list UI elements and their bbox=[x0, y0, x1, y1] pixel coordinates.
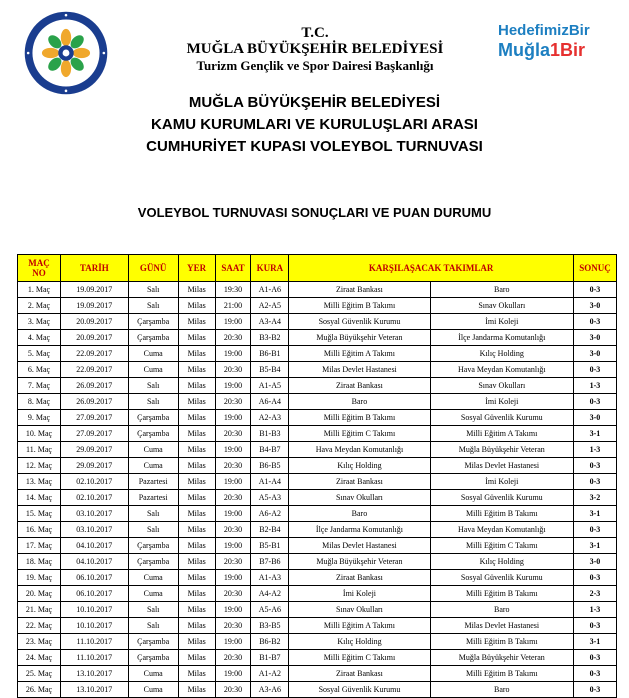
home-team-cell: Kılıç Holding bbox=[289, 634, 430, 650]
day-cell: Salı bbox=[128, 522, 178, 538]
day-cell: Pazartesi bbox=[128, 490, 178, 506]
score-cell: 0-3 bbox=[573, 570, 616, 586]
date-cell: 02.10.2017 bbox=[61, 490, 129, 506]
match-no-cell: 21. Maç bbox=[18, 602, 61, 618]
col-header-time: SAAT bbox=[215, 255, 251, 282]
table-row bbox=[18, 538, 617, 554]
table-row bbox=[18, 442, 617, 458]
match-no-cell: 24. Maç bbox=[18, 650, 61, 666]
time-cell: 19:00 bbox=[215, 634, 251, 650]
day-cell: Salı bbox=[128, 378, 178, 394]
table-row bbox=[18, 282, 617, 298]
time-cell: 21:00 bbox=[215, 298, 251, 314]
home-team-cell: Muğla Büyükşehir Veteran bbox=[289, 330, 430, 346]
date-cell: 26.09.2017 bbox=[61, 394, 129, 410]
table-row bbox=[18, 474, 617, 490]
match-no-cell: 5. Maç bbox=[18, 346, 61, 362]
place-cell: Milas bbox=[178, 458, 215, 474]
place-cell: Milas bbox=[178, 394, 215, 410]
score-cell: 3-1 bbox=[573, 634, 616, 650]
score-cell: 3-0 bbox=[573, 346, 616, 362]
draw-cell: B2-B4 bbox=[251, 522, 289, 538]
score-cell: 0-3 bbox=[573, 474, 616, 490]
score-cell: 0-3 bbox=[573, 282, 616, 298]
day-cell: Çarşamba bbox=[128, 426, 178, 442]
col-header-teams: KARŞILAŞACAK TAKIMLAR bbox=[289, 255, 574, 282]
score-cell: 3-0 bbox=[573, 410, 616, 426]
place-cell: Milas bbox=[178, 634, 215, 650]
draw-cell: B5-B1 bbox=[251, 538, 289, 554]
date-cell: 02.10.2017 bbox=[61, 474, 129, 490]
col-header-score: SONUÇ bbox=[573, 255, 616, 282]
home-team-cell: Hava Meydan Komutanlığı bbox=[289, 442, 430, 458]
home-team-cell: Ziraat Bankası bbox=[289, 474, 430, 490]
date-cell: 06.10.2017 bbox=[61, 586, 129, 602]
date-cell: 26.09.2017 bbox=[61, 378, 129, 394]
away-team-cell: Hava Meydan Komutanlığı bbox=[430, 522, 573, 538]
away-team-cell: Sınav Okulları bbox=[430, 378, 573, 394]
time-cell: 19:00 bbox=[215, 538, 251, 554]
table-row bbox=[18, 378, 617, 394]
table-row bbox=[18, 666, 617, 682]
draw-cell: A5-A6 bbox=[251, 602, 289, 618]
score-cell: 3-0 bbox=[573, 298, 616, 314]
home-team-cell: Milas Devlet Hastanesi bbox=[289, 538, 430, 554]
away-team-cell: Kılıç Holding bbox=[430, 346, 573, 362]
match-no-cell: 23. Maç bbox=[18, 634, 61, 650]
draw-cell: A1-A4 bbox=[251, 474, 289, 490]
day-cell: Cuma bbox=[128, 458, 178, 474]
table-row bbox=[18, 426, 617, 442]
draw-cell: B1-B3 bbox=[251, 426, 289, 442]
day-cell: Çarşamba bbox=[128, 410, 178, 426]
draw-cell: A2-A3 bbox=[251, 410, 289, 426]
results-table bbox=[17, 254, 617, 698]
match-no-cell: 16. Maç bbox=[18, 522, 61, 538]
col-header-draw: KURA bbox=[251, 255, 289, 282]
score-cell: 1-3 bbox=[573, 442, 616, 458]
home-team-cell: Kılıç Holding bbox=[289, 458, 430, 474]
home-team-cell: Milli Eğitim C Takımı bbox=[289, 426, 430, 442]
match-no-cell: 9. Maç bbox=[18, 410, 61, 426]
away-team-cell: Sosyal Güvenlik Kurumu bbox=[430, 410, 573, 426]
score-cell: 3-1 bbox=[573, 538, 616, 554]
day-cell: Cuma bbox=[128, 346, 178, 362]
match-no-cell: 8. Maç bbox=[18, 394, 61, 410]
day-cell: Çarşamba bbox=[128, 330, 178, 346]
date-cell: 03.10.2017 bbox=[61, 522, 129, 538]
match-no-cell: 7. Maç bbox=[18, 378, 61, 394]
draw-cell: B3-B2 bbox=[251, 330, 289, 346]
match-no-cell: 18. Maç bbox=[18, 554, 61, 570]
home-team-cell: Sınav Okulları bbox=[289, 490, 430, 506]
score-cell: 0-3 bbox=[573, 666, 616, 682]
score-cell: 0-3 bbox=[573, 394, 616, 410]
table-row bbox=[18, 586, 617, 602]
home-team-cell: Ziraat Bankası bbox=[289, 378, 430, 394]
draw-cell: B1-B7 bbox=[251, 650, 289, 666]
place-cell: Milas bbox=[178, 314, 215, 330]
time-cell: 20:30 bbox=[215, 490, 251, 506]
draw-cell: B6-B2 bbox=[251, 634, 289, 650]
draw-cell: A1-A3 bbox=[251, 570, 289, 586]
brand-bottom-main: Muğla bbox=[498, 40, 550, 60]
table-row bbox=[18, 570, 617, 586]
date-cell: 29.09.2017 bbox=[61, 442, 129, 458]
table-row bbox=[18, 602, 617, 618]
brand-bottom-accent: 1Bir bbox=[550, 40, 586, 60]
draw-cell: A6-A2 bbox=[251, 506, 289, 522]
date-cell: 27.09.2017 bbox=[61, 426, 129, 442]
score-cell: 0-3 bbox=[573, 362, 616, 378]
day-cell: Cuma bbox=[128, 586, 178, 602]
date-cell: 27.09.2017 bbox=[61, 410, 129, 426]
match-no-cell: 2. Maç bbox=[18, 298, 61, 314]
date-cell: 06.10.2017 bbox=[61, 570, 129, 586]
date-cell: 10.10.2017 bbox=[61, 618, 129, 634]
table-header-row bbox=[18, 255, 617, 282]
campaign-brand-logo bbox=[498, 23, 616, 59]
home-team-cell: Milli Eğitim B Takımı bbox=[289, 410, 430, 426]
place-cell: Milas bbox=[178, 650, 215, 666]
date-cell: 13.10.2017 bbox=[61, 682, 129, 698]
away-team-cell: Baro bbox=[430, 602, 573, 618]
date-cell: 03.10.2017 bbox=[61, 506, 129, 522]
header-line-tc: T.C. bbox=[301, 25, 329, 41]
home-team-cell: İmi Koleji bbox=[289, 586, 430, 602]
score-cell: 0-3 bbox=[573, 458, 616, 474]
home-team-cell: Baro bbox=[289, 394, 430, 410]
date-cell: 13.10.2017 bbox=[61, 666, 129, 682]
match-no-cell: 10. Maç bbox=[18, 426, 61, 442]
time-cell: 20:30 bbox=[215, 682, 251, 698]
match-no-cell: 19. Maç bbox=[18, 570, 61, 586]
score-cell: 0-3 bbox=[573, 522, 616, 538]
col-header-date: TARİH bbox=[61, 255, 129, 282]
time-cell: 19:00 bbox=[215, 314, 251, 330]
match-no-cell: 17. Maç bbox=[18, 538, 61, 554]
place-cell: Milas bbox=[178, 554, 215, 570]
day-cell: Salı bbox=[128, 298, 178, 314]
date-cell: 11.10.2017 bbox=[61, 650, 129, 666]
place-cell: Milas bbox=[178, 570, 215, 586]
away-team-cell: İmi Koleji bbox=[430, 394, 573, 410]
place-cell: Milas bbox=[178, 602, 215, 618]
table-row bbox=[18, 618, 617, 634]
table-row bbox=[18, 554, 617, 570]
time-cell: 19:00 bbox=[215, 378, 251, 394]
place-cell: Milas bbox=[178, 330, 215, 346]
score-cell: 0-3 bbox=[573, 682, 616, 698]
draw-cell: B5-B4 bbox=[251, 362, 289, 378]
day-cell: Salı bbox=[128, 602, 178, 618]
time-cell: 19:00 bbox=[215, 570, 251, 586]
away-team-cell: Baro bbox=[430, 282, 573, 298]
table-row bbox=[18, 362, 617, 378]
away-team-cell: Sosyal Güvenlik Kurumu bbox=[430, 490, 573, 506]
away-team-cell: Milli Eğitim C Takımı bbox=[430, 538, 573, 554]
home-team-cell: Baro bbox=[289, 506, 430, 522]
table-row bbox=[18, 490, 617, 506]
time-cell: 20:30 bbox=[215, 426, 251, 442]
draw-cell: A1-A6 bbox=[251, 282, 289, 298]
score-cell: 3-0 bbox=[573, 330, 616, 346]
draw-cell: B6-B1 bbox=[251, 346, 289, 362]
away-team-cell: Milli Eğitim B Takımı bbox=[430, 506, 573, 522]
place-cell: Milas bbox=[178, 522, 215, 538]
date-cell: 22.09.2017 bbox=[61, 362, 129, 378]
away-team-cell: İlçe Jandarma Komutanlığı bbox=[430, 330, 573, 346]
place-cell: Milas bbox=[178, 682, 215, 698]
place-cell: Milas bbox=[178, 490, 215, 506]
draw-cell: A2-A5 bbox=[251, 298, 289, 314]
time-cell: 19:30 bbox=[215, 282, 251, 298]
draw-cell: A3-A4 bbox=[251, 314, 289, 330]
score-cell: 3-1 bbox=[573, 506, 616, 522]
date-cell: 20.09.2017 bbox=[61, 330, 129, 346]
away-team-cell: Hava Meydan Komutanlığı bbox=[430, 362, 573, 378]
table-row bbox=[18, 394, 617, 410]
day-cell: Cuma bbox=[128, 442, 178, 458]
away-team-cell: Milas Devlet Hastanesi bbox=[430, 458, 573, 474]
away-team-cell: Baro bbox=[430, 682, 573, 698]
home-team-cell: Milli Eğitim A Takımı bbox=[289, 346, 430, 362]
match-no-cell: 22. Maç bbox=[18, 618, 61, 634]
time-cell: 20:30 bbox=[215, 362, 251, 378]
away-team-cell: Milli Eğitim B Takımı bbox=[430, 586, 573, 602]
draw-cell: A1-A5 bbox=[251, 378, 289, 394]
draw-cell: B4-B7 bbox=[251, 442, 289, 458]
date-cell: 10.10.2017 bbox=[61, 602, 129, 618]
table-row bbox=[18, 634, 617, 650]
score-cell: 0-3 bbox=[573, 618, 616, 634]
header-line-department: Turizm Gençlik ve Spor Dairesi Başkanlığı bbox=[196, 58, 434, 73]
time-cell: 20:30 bbox=[215, 650, 251, 666]
place-cell: Milas bbox=[178, 282, 215, 298]
match-no-cell: 15. Maç bbox=[18, 506, 61, 522]
home-team-cell: Milli Eğitim C Takımı bbox=[289, 650, 430, 666]
day-cell: Cuma bbox=[128, 666, 178, 682]
time-cell: 20:30 bbox=[215, 394, 251, 410]
day-cell: Çarşamba bbox=[128, 538, 178, 554]
away-team-cell: Sınav Okulları bbox=[430, 298, 573, 314]
municipality-seal-logo bbox=[23, 10, 109, 96]
title-municipality: MUĞLA BÜYÜKŞEHİR BELEDİYESİ bbox=[188, 94, 441, 111]
place-cell: Milas bbox=[178, 426, 215, 442]
date-cell: 29.09.2017 bbox=[61, 458, 129, 474]
place-cell: Milas bbox=[178, 346, 215, 362]
table-row bbox=[18, 458, 617, 474]
time-cell: 20:30 bbox=[215, 522, 251, 538]
away-team-cell: Milli Eğitim B Takımı bbox=[430, 666, 573, 682]
date-cell: 04.10.2017 bbox=[61, 538, 129, 554]
score-cell: 0-3 bbox=[573, 650, 616, 666]
place-cell: Milas bbox=[178, 618, 215, 634]
place-cell: Milas bbox=[178, 474, 215, 490]
away-team-cell: Milas Devlet Hastanesi bbox=[430, 618, 573, 634]
home-team-cell: Muğla Büyükşehir Veteran bbox=[289, 554, 430, 570]
match-no-cell: 25. Maç bbox=[18, 666, 61, 682]
time-cell: 19:00 bbox=[215, 346, 251, 362]
draw-cell: B6-B5 bbox=[251, 458, 289, 474]
match-no-cell: 26. Maç bbox=[18, 682, 61, 698]
home-team-cell: Ziraat Bankası bbox=[289, 282, 430, 298]
table-row bbox=[18, 650, 617, 666]
match-no-cell: 14. Maç bbox=[18, 490, 61, 506]
table-row bbox=[18, 682, 617, 698]
table-row bbox=[18, 314, 617, 330]
draw-cell: A6-A4 bbox=[251, 394, 289, 410]
away-team-cell: İmi Koleji bbox=[430, 314, 573, 330]
match-no-cell: 12. Maç bbox=[18, 458, 61, 474]
col-header-day: GÜNÜ bbox=[128, 255, 178, 282]
time-cell: 19:00 bbox=[215, 474, 251, 490]
away-team-cell: Milli Eğitim B Takımı bbox=[430, 634, 573, 650]
title-tournament: CUMHURİYET KUPASI VOLEYBOL TURNUVASI bbox=[146, 138, 483, 155]
date-cell: 04.10.2017 bbox=[61, 554, 129, 570]
day-cell: Cuma bbox=[128, 570, 178, 586]
time-cell: 20:30 bbox=[215, 458, 251, 474]
place-cell: Milas bbox=[178, 666, 215, 682]
table-row bbox=[18, 346, 617, 362]
place-cell: Milas bbox=[178, 442, 215, 458]
time-cell: 19:00 bbox=[215, 410, 251, 426]
home-team-cell: Ziraat Bankası bbox=[289, 666, 430, 682]
score-cell: 1-3 bbox=[573, 378, 616, 394]
draw-cell: B3-B5 bbox=[251, 618, 289, 634]
date-cell: 20.09.2017 bbox=[61, 314, 129, 330]
home-team-cell: Sosyal Güvenlik Kurumu bbox=[289, 314, 430, 330]
match-no-cell: 4. Maç bbox=[18, 330, 61, 346]
home-team-cell: Milas Devlet Hastanesi bbox=[289, 362, 430, 378]
place-cell: Milas bbox=[178, 410, 215, 426]
match-no-cell: 13. Maç bbox=[18, 474, 61, 490]
col-header-match-no: MAÇ NO bbox=[18, 255, 61, 282]
table-row bbox=[18, 410, 617, 426]
home-team-cell: Sosyal Güvenlik Kurumu bbox=[289, 682, 430, 698]
home-team-cell: Milli Eğitim A Takımı bbox=[289, 618, 430, 634]
time-cell: 19:00 bbox=[215, 602, 251, 618]
col-header-place: YER bbox=[178, 255, 215, 282]
home-team-cell: İlçe Jandarma Komutanlığı bbox=[289, 522, 430, 538]
title-results: VOLEYBOL TURNUVASI SONUÇLARI VE PUAN DURUMU bbox=[137, 205, 492, 220]
date-cell: 19.09.2017 bbox=[61, 298, 129, 314]
draw-cell: B7-B6 bbox=[251, 554, 289, 570]
date-cell: 22.09.2017 bbox=[61, 346, 129, 362]
day-cell: Salı bbox=[128, 618, 178, 634]
match-no-cell: 20. Maç bbox=[18, 586, 61, 602]
date-cell: 11.10.2017 bbox=[61, 634, 129, 650]
table-row bbox=[18, 330, 617, 346]
time-cell: 19:00 bbox=[215, 506, 251, 522]
brand-bottom-text bbox=[498, 41, 616, 59]
place-cell: Milas bbox=[178, 378, 215, 394]
time-cell: 20:30 bbox=[215, 330, 251, 346]
draw-cell: A3-A6 bbox=[251, 682, 289, 698]
time-cell: 19:00 bbox=[215, 666, 251, 682]
date-cell: 19.09.2017 bbox=[61, 282, 129, 298]
time-cell: 20:30 bbox=[215, 618, 251, 634]
match-no-cell: 11. Maç bbox=[18, 442, 61, 458]
time-cell: 19:00 bbox=[215, 442, 251, 458]
header-line-municipality: MUĞLA BÜYÜKŞEHİR BELEDİYESİ bbox=[186, 41, 444, 57]
day-cell: Çarşamba bbox=[128, 314, 178, 330]
draw-cell: A4-A2 bbox=[251, 586, 289, 602]
match-no-cell: 1. Maç bbox=[18, 282, 61, 298]
place-cell: Milas bbox=[178, 362, 215, 378]
away-team-cell: Sosyal Güvenlik Kurumu bbox=[430, 570, 573, 586]
away-team-cell: Kılıç Holding bbox=[430, 554, 573, 570]
away-team-cell: Muğla Büyükşehir Veteran bbox=[430, 650, 573, 666]
score-cell: 3-2 bbox=[573, 490, 616, 506]
day-cell: Salı bbox=[128, 282, 178, 298]
brand-top-text: HedefimizBir bbox=[498, 22, 590, 39]
score-cell: 2-3 bbox=[573, 586, 616, 602]
table-row bbox=[18, 506, 617, 522]
day-cell: Çarşamba bbox=[128, 554, 178, 570]
score-cell: 3-0 bbox=[573, 554, 616, 570]
home-team-cell: Ziraat Bankası bbox=[289, 570, 430, 586]
home-team-cell: Sınav Okulları bbox=[289, 602, 430, 618]
time-cell: 20:30 bbox=[215, 554, 251, 570]
place-cell: Milas bbox=[178, 586, 215, 602]
place-cell: Milas bbox=[178, 298, 215, 314]
day-cell: Cuma bbox=[128, 682, 178, 698]
away-team-cell: Muğla Büyükşehir Veteran bbox=[430, 442, 573, 458]
away-team-cell: Milli Eğitim A Takımı bbox=[430, 426, 573, 442]
day-cell: Çarşamba bbox=[128, 650, 178, 666]
day-cell: Salı bbox=[128, 394, 178, 410]
day-cell: Cuma bbox=[128, 362, 178, 378]
draw-cell: A1-A2 bbox=[251, 666, 289, 682]
home-team-cell: Milli Eğitim B Takımı bbox=[289, 298, 430, 314]
score-cell: 3-1 bbox=[573, 426, 616, 442]
day-cell: Çarşamba bbox=[128, 634, 178, 650]
time-cell: 20:30 bbox=[215, 586, 251, 602]
place-cell: Milas bbox=[178, 506, 215, 522]
table-row bbox=[18, 298, 617, 314]
draw-cell: A5-A3 bbox=[251, 490, 289, 506]
day-cell: Pazartesi bbox=[128, 474, 178, 490]
match-no-cell: 3. Maç bbox=[18, 314, 61, 330]
match-no-cell: 6. Maç bbox=[18, 362, 61, 378]
results-table-body bbox=[18, 282, 617, 698]
title-institutions: KAMU KURUMLARI VE KURULUŞLARI ARASI bbox=[151, 116, 478, 133]
day-cell: Salı bbox=[128, 506, 178, 522]
place-cell: Milas bbox=[178, 538, 215, 554]
table-row bbox=[18, 522, 617, 538]
score-cell: 0-3 bbox=[573, 314, 616, 330]
score-cell: 1-3 bbox=[573, 602, 616, 618]
away-team-cell: İmi Koleji bbox=[430, 474, 573, 490]
